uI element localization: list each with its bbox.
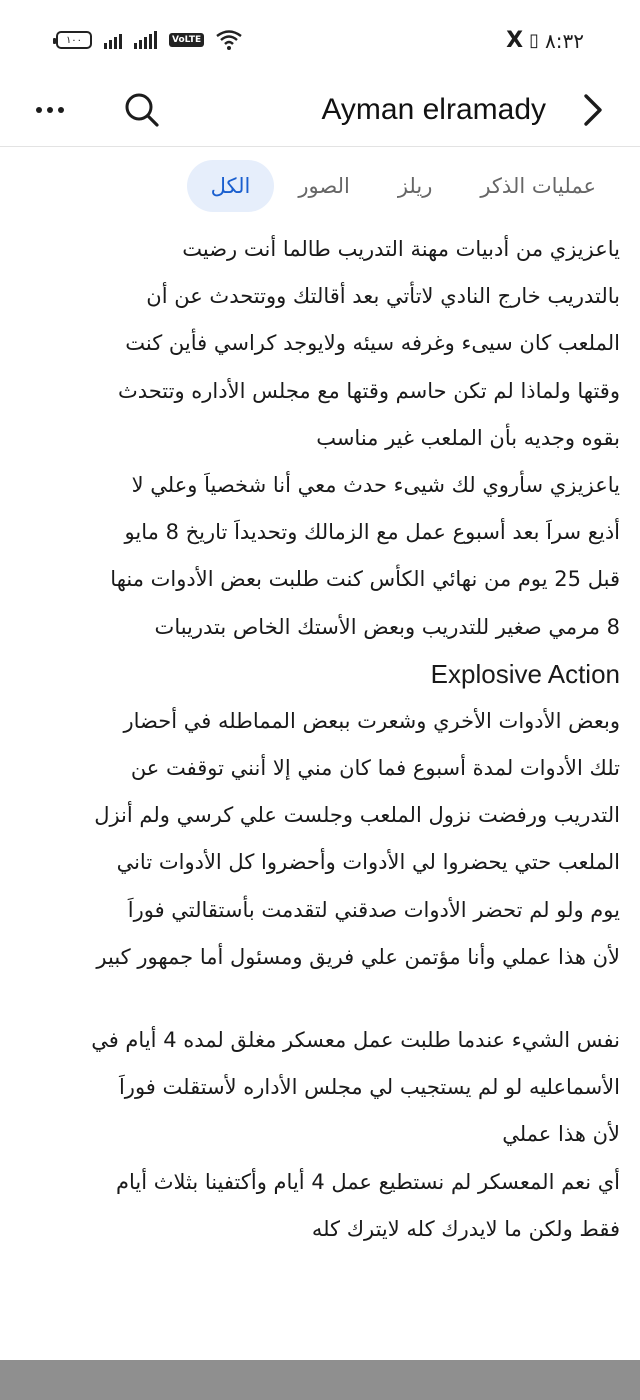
post-line: التدريب ورفضت نزول الملعب وجلست علي كرسي ولم أنزل: [94, 803, 620, 828]
more-dot-icon: [58, 107, 64, 113]
tab-memories[interactable]: عمليات الذكر: [480, 174, 596, 198]
vibrate-icon: ▯: [529, 30, 540, 51]
more-dot-icon: [47, 107, 53, 113]
post-line: يوم ولو لم تحضر الأدوات صدقني لتقدمت بأستقالتي فوراَ: [127, 897, 620, 922]
post-text: [20, 226, 620, 1253]
chevron-right-icon: [572, 90, 612, 130]
paragraph-gap: [20, 981, 620, 1017]
post-line-english: Explosive Action: [430, 658, 620, 689]
search-button[interactable]: [120, 88, 164, 132]
post-line: بالتدريب خارج النادي لاتأتي بعد أقالتك ووتتحدث عن أن: [146, 284, 620, 309]
post-line: الأسماعليه لو لم يستجيب لي مجلس الأداره لأستقلت فوراَ: [118, 1075, 620, 1100]
post-line: نفس الشيء عندما طلبت عمل معسكر مغلق لمده 4 أيام في: [91, 1028, 620, 1052]
status-icons-left: [56, 30, 242, 50]
post-line: أذيع سراَ بعد أسبوع عمل مع الزمالك وتحديداَ تاريخ 8 مايو: [124, 520, 620, 545]
more-dot-icon: [36, 107, 42, 113]
post-line: أي نعم المعسكر لم نستطيع عمل 4 أيام وأكتفينا بثلاث أيام: [115, 1169, 620, 1194]
page-title: Ayman elramady: [321, 93, 546, 126]
post-line: تلك الأدوات لمدة أسبوع فما كان مني إلا أنني توقفت عن: [130, 756, 620, 781]
post-line: بقوه وجديه بأن الملعب غير مناسب: [316, 425, 620, 450]
post-line: ياعزيزي سأروي لك شيىء حدث معي أنا شخصياَ وعلي لا: [131, 472, 620, 497]
post-line: وقتها ولماذا لم تكن حاسم وقتها مع مجلس الأداره وتتحدث: [117, 378, 620, 403]
battery-level: ١٠٠: [65, 34, 83, 46]
status-icons-right: [506, 28, 584, 53]
signal-icon-2: [134, 31, 157, 49]
post-line: الملعب كان سيىء وغرفه سيئه ولايوجد كراسي فأين كنت: [125, 331, 620, 356]
search-icon: [120, 88, 164, 132]
wifi-icon: [216, 30, 242, 50]
tab-reels[interactable]: ريلز: [397, 174, 433, 198]
post-line: لأن هذا عملي وأنا مؤتمن علي فريق ومسئول أما جمهور كبير: [96, 944, 620, 969]
app-header: [0, 80, 640, 147]
tab-all[interactable]: الكل: [187, 160, 275, 212]
status-time: ٨:٣٢: [545, 28, 584, 53]
back-button[interactable]: [572, 90, 612, 130]
status-bar: [0, 0, 640, 80]
more-options-button[interactable]: [30, 90, 70, 130]
post-line: 8 مرمي صغير للتدريب وبعض الأستك الخاص بتدريبات: [154, 614, 620, 639]
post-line: لأن هذا عملي: [502, 1122, 620, 1147]
filter-tabs: [187, 156, 620, 216]
battery-icon: [56, 31, 92, 49]
volte-badge: VoLTE: [169, 33, 204, 47]
post-line: وبعض الأدوات الأخري وشعرت ببعض المماطله في أحضار: [123, 708, 620, 733]
post-line: الملعب حتي يحضروا لي الأدوات وأحضروا كل الأدوات تاني: [116, 850, 620, 875]
x-app-icon: X: [506, 28, 524, 53]
bottom-overlay-bar: [0, 1360, 640, 1400]
signal-icon: [104, 31, 122, 49]
post-line: فقط ولكن ما لايدرك كله لايترك كله: [311, 1216, 620, 1241]
post-line: ياعزيزي من أدبيات مهنة التدريب طالما أنت رضيت: [182, 237, 620, 261]
post-line: قبل 25 يوم من نهائي الكأس كنت طلبت بعض الأدوات منها: [110, 567, 620, 592]
tab-photos[interactable]: الصور: [298, 174, 350, 198]
